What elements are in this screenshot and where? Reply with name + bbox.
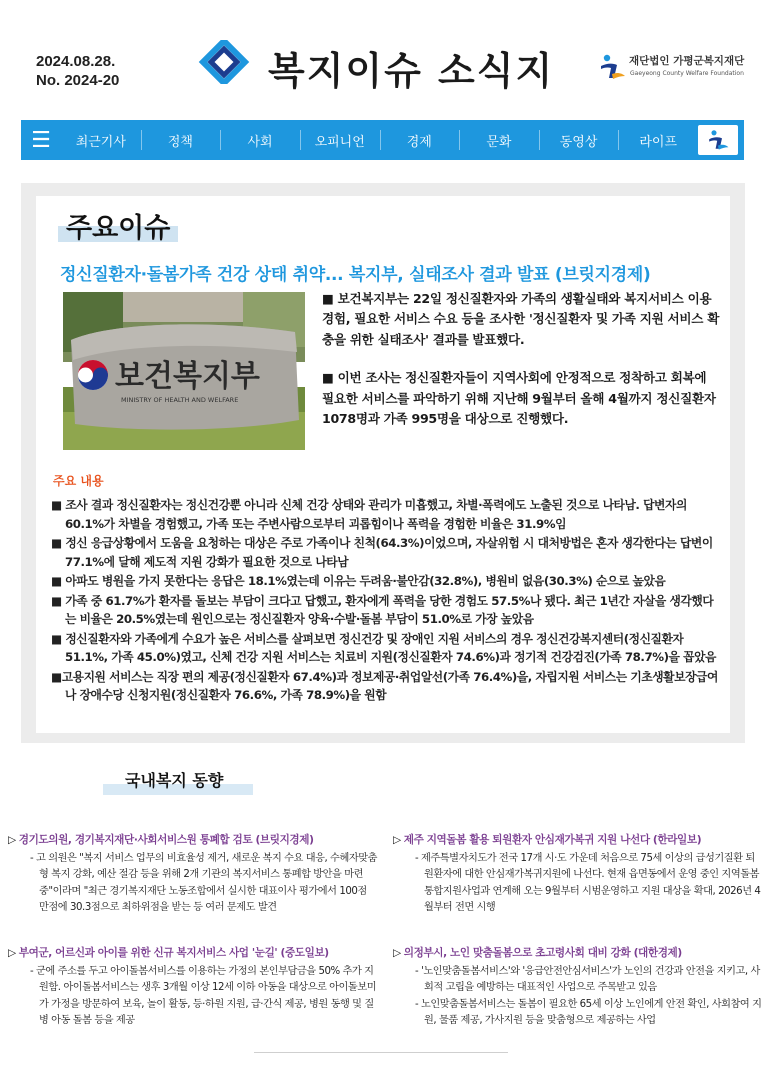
foundation-name-en: Gaeyeong County Welfare Foundation (630, 70, 744, 77)
nav-item-recent[interactable]: 최근기사 (75, 134, 126, 150)
foundation-logo-icon[interactable] (698, 125, 738, 155)
news-body-line: - 고 의원은 "복지 서비스 업무의 비효율성 제거, 새로운 복지 수요 대응, 수혜자맞춤형 복지 강화, 예산 절감 등을 위해 2개 기관의 복지서비스 통폐합 방안을 마련중"이라며 "최근 경기복지재단 노동조합에서 실시한 대표이사 평가에서 100점 만점에 30.3점으로 최하위점을 받는 등 여러 문제도 발견 (30, 853, 378, 913)
newsletter-header (0, 0, 765, 110)
newsletter-title: 복지이슈 소식지 (268, 49, 555, 93)
news-item (8, 832, 378, 916)
triangle-icon: ▷ (393, 834, 401, 846)
news-body-line: - 제주특별자치도가 전국 17개 시·도 가운데 처음으로 75세 이상의 급성기질환 퇴원환자에 대한 안심재가복귀지원에 나선다. 현재 읍면동에서 운영 중인 지역돌봄통합지원사업과 연계해 오는 9월부터 시범운영하고 지원 대상을 확대, 2026년 4월부터 전면 시행 (415, 853, 761, 913)
lead-paragraphs (322, 289, 722, 429)
news-item (393, 945, 763, 1029)
news-body (393, 964, 763, 1029)
main-headline[interactable]: 정신질환자·돌봄가족 건강 상태 취약... 복지부, 실태조사 결과 발표 (브릿지경제) (60, 265, 651, 285)
news-body (8, 851, 378, 916)
news-title-link[interactable]: ▷ 제주 지역돌봄 활용 퇴원환자 안심재가복귀 지원 나선다 (한라일보) (393, 834, 702, 846)
nav-item-culture[interactable]: 문화 (459, 120, 539, 160)
main-issue-section (21, 183, 745, 743)
footer-divider (254, 1052, 508, 1053)
news-body-line: - '노인맞춤돌봄서비스'와 '응급안전안심서비스'가 노인의 건강과 안전을 지키고, 사회적 고립을 예방하는 대표적인 사업으로 주목받고 있음 (415, 966, 760, 994)
sign-text: 보건복지부 (115, 359, 260, 394)
triangle-icon: ▷ (8, 834, 16, 846)
main-issue-card (36, 196, 730, 733)
lead-paragraph: ■ 이번 조사는 정신질환자들이 지역사회에 안정적으로 정착하고 회복에 필요한 서비스를 파악하기 위해 지난해 9월부터 올해 4월까지 정신질환자 1078명과 가족 995명을 대상으로 진행했다. (322, 370, 716, 427)
main-issue-title: 주요이슈 (66, 213, 171, 244)
issue-date: 2024.08.28. (36, 53, 116, 70)
list-item: ■ 조사 결과 정신질환자는 정신건강뿐 아니라 신체 건강 상태와 관리가 미흡했고, 차별·폭력에도 노출된 것으로 나타남. 답변자의 60.1%가 차별을 경험했고, 가족 또는 주변사람으로부터 괴롭힘이나 폭력을 경험한 비율은 31.9%임 (51, 498, 687, 531)
news-body (393, 851, 763, 916)
foundation-logo (597, 50, 747, 84)
lead-paragraph: ■ 보건복지부는 22일 정신질환자와 가족의 생활실태와 복지서비스 이용 경험, 필요한 서비스 수요 등을 조사한 '정신질환자 및 가족 지원 서비스 확충을 위한 실태조사' 결과를 발표했다. (322, 291, 720, 347)
nav-item-policy[interactable]: 정책 (141, 120, 221, 160)
list-item: ■ 정신 응급상황에서 도움을 요청하는 대상은 주로 가족이나 친척(64.3%)이었으며, 자살위험 시 대처방법은 혼자 생각한다는 답변이 77.1%에 달해 제도적 지원 강화가 필요한 것으로 나타남 (51, 536, 713, 569)
nav-item-video[interactable]: 동영상 (539, 120, 619, 160)
ministry-sign-photo (63, 292, 305, 450)
sign-text-en: MINISTRY OF HEALTH AND WELFARE (121, 396, 239, 404)
diamond-logo-icon (196, 40, 252, 84)
triangle-icon: ▷ (393, 947, 401, 959)
issue-number: No. 2024-20 (36, 72, 120, 89)
top-navigation (21, 120, 744, 160)
triangle-icon: ▷ (8, 947, 16, 959)
key-points-list (44, 496, 724, 706)
nav-item-society[interactable]: 사회 (220, 120, 300, 160)
nav-item-economy[interactable]: 경제 (380, 120, 460, 160)
foundation-name: 재단법인 가평군복지재단 (629, 55, 745, 67)
list-item: ■ 아파도 병원을 가지 못한다는 응답은 18.1%였는데 이유는 두려움·불안감(32.8%), 병원비 없음(30.3%) 순으로 높았음 (51, 574, 666, 588)
news-body-line: - 군에 주소를 두고 아이돌봄서비스를 이용하는 가정의 본인부담금을 50% 추가 지원함. 아이돌봄서비스는 생후 3개월 이상 12세 이하 아동을 대상으로 아이돌보미가 가정을 방문하여 보육, 놀이 활동, 등·하원 지원, 급·간식 제공, 병원 동행 및 질병 아동 돌봄 등을 제공 (30, 966, 377, 1026)
news-body-line: - 노인맞춤돌봄서비스는 돌봄이 필요한 65세 이상 노인에게 안전 확인, 사회참여 지원, 물품 제공, 가사지원 등을 맞춤형으로 제공하는 사업 (415, 998, 762, 1026)
nav-item-life[interactable]: 라이프 (618, 120, 698, 160)
news-title-link[interactable]: ▷ 부여군, 어르신과 아이를 위한 신규 복지서비스 사업 '눈길' (중도일보) (8, 947, 329, 959)
news-title-link[interactable]: ▷ 의정부시, 노인 맞춤돌봄으로 초고령사회 대비 강화 (대한경제) (393, 947, 682, 959)
news-title-link[interactable]: ▷ 경기도의원, 경기복지재단·사회서비스원 통폐합 검토 (브릿지경제) (8, 834, 314, 846)
news-body (8, 964, 378, 1029)
news-item (393, 832, 763, 916)
list-item: ■ 가족 중 61.7%가 환자를 돌보는 부담이 크다고 답했고, 환자에게 폭력을 당한 경험도 57.5%나 됐다. 최근 1년간 자살을 생각했다는 비율은 20.5%였는데 원인으로는 정신질환자 양육·수발·돌봄 부담이 51.0%로 가장 높았음 (51, 593, 714, 626)
key-contents-label: 주요 내용 (53, 474, 104, 488)
news-item (8, 945, 378, 1029)
foundation-mark-icon (597, 52, 627, 82)
hamburger-menu-icon[interactable]: ☰ (31, 127, 51, 153)
domestic-trends-title: 국내복지 동향 (125, 771, 224, 790)
list-item: ■ 정신질환자와 가족에게 수요가 높은 서비스를 살펴보면 정신건강 및 장애인 지원 서비스의 경우 정신건강복지센터(정신질환자 51.1%, 가족 45.0%)였고, 신체 건강 지원 서비스는 치료비 지원(정신질환자 74.6%)과 정기적 건강검진(가족 78.7%)을 꼽았음 (51, 631, 716, 664)
list-item: ■고용지원 서비스는 직장 편의 제공(정신질환자 67.4%)과 정보제공·취업알선(가족 76.4%)을, 자립지원 서비스는 기초생활보장급여나 장애수당 신청지원(정신질환자 76.6%, 가족 78.9%)을 원함 (51, 669, 718, 702)
issue-meta (36, 52, 119, 90)
nav-item-opinion[interactable]: 오피니언 (300, 120, 380, 160)
